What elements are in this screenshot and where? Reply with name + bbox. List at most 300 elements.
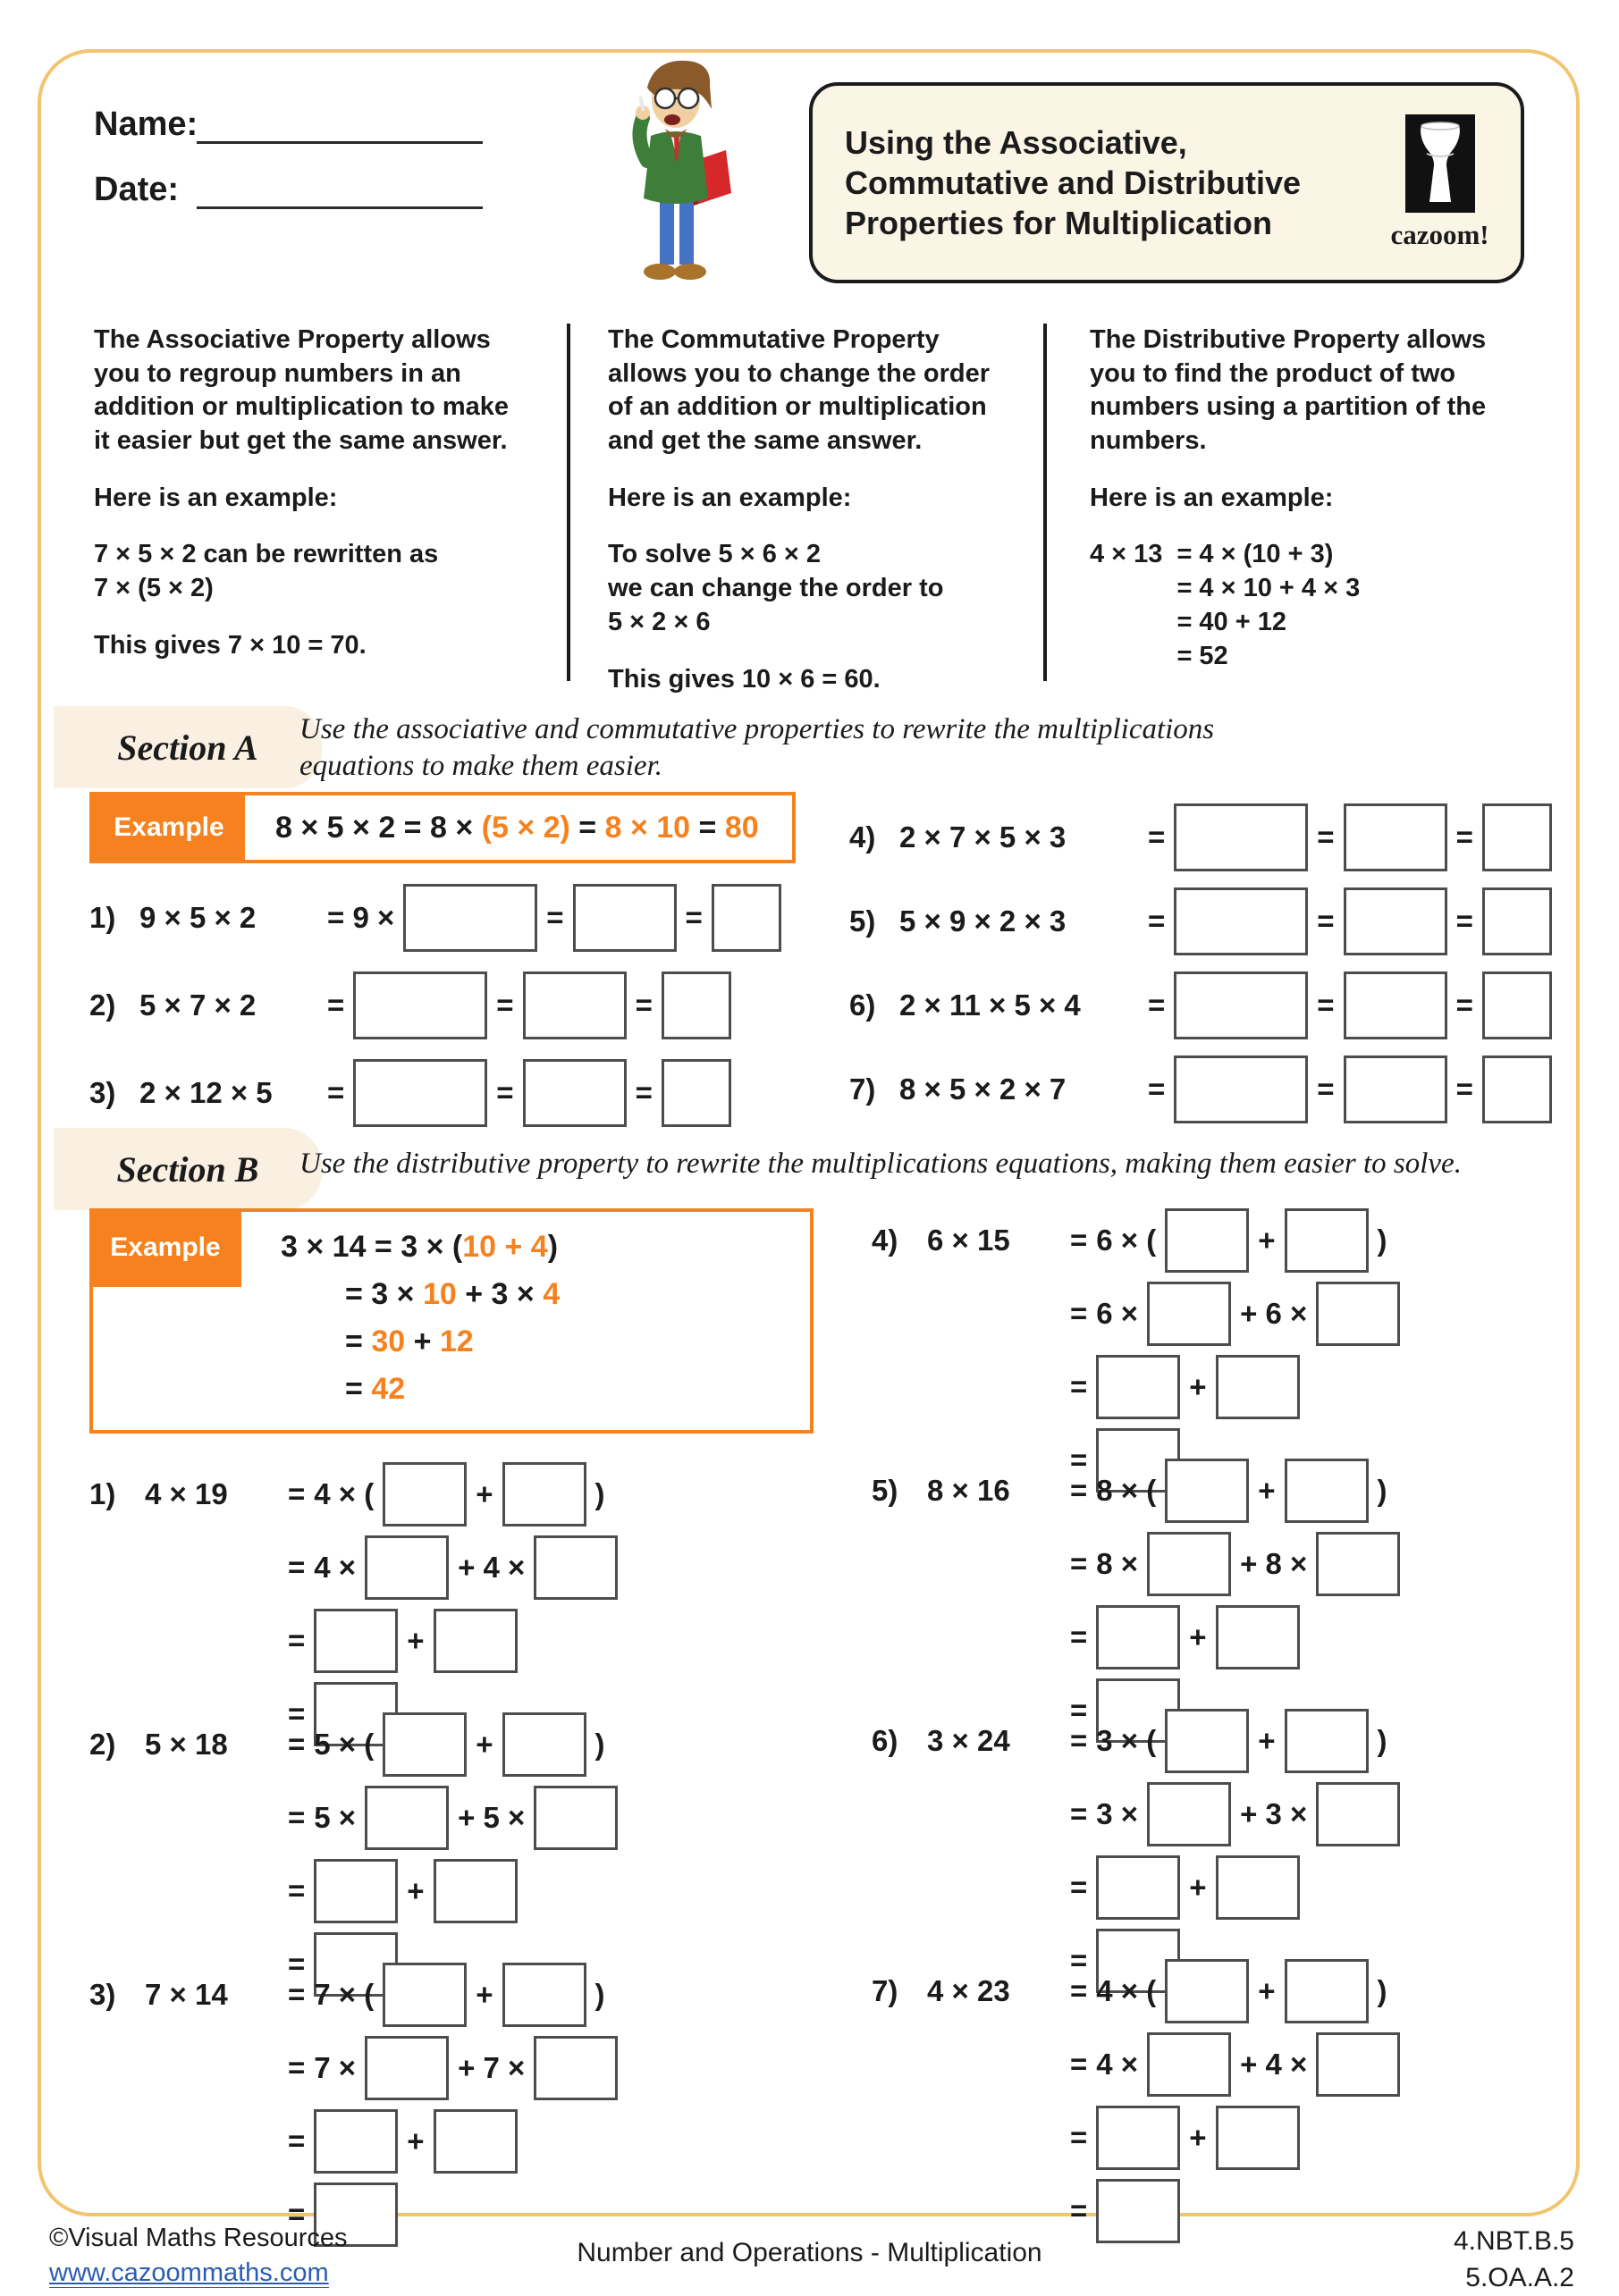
equation-part: = xyxy=(345,1325,371,1358)
equals-sign: = xyxy=(1070,1370,1087,1404)
section-b-problem-line xyxy=(1070,1532,1400,1596)
answer-box[interactable] xyxy=(534,2036,618,2100)
plus-sign: + xyxy=(1189,2121,1206,2155)
equals-sign: = xyxy=(1317,1072,1334,1106)
section-b-problem-line xyxy=(288,2109,618,2174)
answer-box[interactable] xyxy=(1147,2032,1231,2097)
answer-box[interactable] xyxy=(502,1963,586,2027)
answer-box[interactable] xyxy=(1316,1532,1400,1596)
section-b-problem-line xyxy=(1070,1282,1400,1346)
problem-expression: 5 × 9 × 2 × 3 xyxy=(899,904,1139,938)
equation-part: 80 xyxy=(725,811,759,845)
problem-expression: 2 × 12 × 5 xyxy=(139,1076,318,1110)
section-b-problems-left xyxy=(89,1462,618,2199)
plus-factor: + 8 × xyxy=(1240,1547,1307,1581)
answer-box[interactable] xyxy=(1344,1055,1447,1123)
commutative-property-column xyxy=(570,324,1047,681)
answer-box[interactable] xyxy=(1174,803,1308,871)
equals-sign: = xyxy=(288,2198,305,2232)
equation-part: + 3 × xyxy=(457,1277,543,1311)
distributive-step-3: = 40 + 12 xyxy=(1176,606,1360,640)
section-a-problem xyxy=(89,1058,781,1128)
answer-box[interactable] xyxy=(1216,1355,1300,1419)
distributive-example xyxy=(1090,538,1523,673)
commutative-intro: The Commutative Property allows you to change the order of an addition or multiplication and get the same answer. xyxy=(608,324,1006,458)
equals-sign: = xyxy=(288,1978,305,2012)
answer-box[interactable] xyxy=(1174,1055,1308,1123)
equals-sign: = xyxy=(1070,1694,1087,1728)
distributive-property-column xyxy=(1047,324,1523,681)
standard-code-1: 4.NBT.B.5 xyxy=(1454,2224,1574,2260)
answer-box[interactable] xyxy=(383,1712,467,1777)
problem-number: 7) xyxy=(849,1072,890,1106)
problem-number: 4) xyxy=(849,820,890,854)
factor: 5 × xyxy=(314,1801,356,1835)
answer-box[interactable] xyxy=(1147,1282,1231,1346)
equals-sign: = xyxy=(1148,820,1165,854)
plus-factor: + 5 × xyxy=(458,1801,525,1835)
equals-sign: = xyxy=(288,1551,305,1585)
section-b-example-tab: Example xyxy=(89,1208,241,1287)
footer-topic: Number and Operations - Multiplication xyxy=(0,2238,1619,2268)
section-b-problem-line xyxy=(1070,1355,1400,1419)
answer-box[interactable] xyxy=(1165,1959,1249,2023)
equation-part: 12 xyxy=(440,1325,474,1358)
factor: 3 × xyxy=(1096,1797,1138,1831)
section-a-problem xyxy=(849,887,1552,956)
section-a-example-tab: Example xyxy=(93,795,245,860)
commutative-example-line1: To solve 5 × 6 × 2 xyxy=(608,540,821,568)
section-b-problem-line xyxy=(288,1859,618,1923)
equals-sign: = xyxy=(1456,820,1473,854)
answer-box[interactable] xyxy=(1174,887,1308,955)
equals-sign: = xyxy=(1070,2048,1087,2082)
plus-sign: + xyxy=(1189,1370,1206,1404)
answer-box[interactable] xyxy=(1316,1782,1400,1846)
name-input-line[interactable] xyxy=(197,108,483,144)
section-a-example-box xyxy=(89,792,796,863)
answer-box[interactable] xyxy=(1285,1959,1369,2023)
problem-number: 3) xyxy=(89,1076,131,1110)
associative-example-label: Here is an example: xyxy=(94,482,529,516)
problem-expression: 6 × 15 xyxy=(927,1224,1061,1257)
equals-sign: = xyxy=(1148,1072,1165,1106)
problem-number: 4) xyxy=(872,1224,918,1257)
section-a-problem xyxy=(849,971,1552,1040)
cazoom-logo-text: cazoom! xyxy=(1382,219,1497,251)
answer-box[interactable] xyxy=(1285,1709,1369,1773)
commutative-example-line2: we can change the order to xyxy=(608,574,943,602)
problem-expression: 5 × 18 xyxy=(145,1728,279,1762)
equals-sign: = xyxy=(1456,904,1473,938)
section-b-problem-line xyxy=(872,1959,1400,2023)
equals-sign: = xyxy=(1070,1724,1087,1758)
section-b-problem-line xyxy=(872,1208,1400,1273)
section-b-instructions xyxy=(299,1146,1551,1182)
answer-box[interactable] xyxy=(1316,1282,1400,1346)
section-b-problem-line xyxy=(288,2036,618,2100)
answer-box[interactable] xyxy=(314,1609,398,1673)
close-paren: ) xyxy=(1378,1724,1387,1758)
section-a-instructions-line1: Use the associative and commutative properties to rewrite the multiplications xyxy=(299,711,1551,748)
plus-factor: + 6 × xyxy=(1240,1297,1307,1331)
cazoom-drum-icon xyxy=(1405,114,1475,213)
factor: 6 × xyxy=(1096,1297,1138,1331)
section-b-problem xyxy=(872,1709,1400,1945)
answer-box[interactable] xyxy=(534,1535,618,1600)
section-a-problems-right xyxy=(849,803,1552,1124)
equals-sign: = xyxy=(288,1801,305,1835)
factor-open-paren: 6 × ( xyxy=(1096,1224,1156,1257)
plus-sign: + xyxy=(1258,1724,1275,1758)
section-b-example-box xyxy=(89,1208,814,1434)
footer-copyright: ©Visual Maths Resources xyxy=(49,2224,348,2253)
section-b-label: Section B xyxy=(54,1128,322,1210)
equals-sign: = 9 × xyxy=(327,901,394,935)
equals-sign: = xyxy=(496,1076,513,1110)
factor: 4 × xyxy=(1096,2048,1138,2082)
equals-sign: = xyxy=(1070,1871,1087,1905)
problem-expression: 8 × 16 xyxy=(927,1474,1061,1508)
answer-box[interactable] xyxy=(1482,971,1552,1039)
problem-number: 7) xyxy=(872,1974,918,2008)
equals-sign: = xyxy=(288,2124,305,2158)
distributive-intro: The Distributive Property allows you to find the product of two numbers using a partition of the numbers. xyxy=(1090,324,1523,458)
equals-sign: = xyxy=(1317,820,1334,854)
associative-example xyxy=(94,538,529,605)
answer-box[interactable] xyxy=(403,884,537,952)
problem-number: 2) xyxy=(89,988,131,1022)
commutative-example-line3: 5 × 2 × 6 xyxy=(608,608,711,636)
answer-box[interactable] xyxy=(502,1462,586,1526)
equals-sign: = xyxy=(1456,988,1473,1022)
equals-sign: = xyxy=(496,988,513,1022)
section-a-problem xyxy=(849,803,1552,872)
factor-open-paren: 5 × ( xyxy=(314,1728,374,1762)
plus-factor: + 4 × xyxy=(458,1551,525,1585)
answer-box[interactable] xyxy=(1216,1855,1300,1920)
plus-sign: + xyxy=(1258,1474,1275,1508)
section-a-example-equation xyxy=(245,795,759,860)
section-b-problem xyxy=(89,1712,618,1948)
answer-box[interactable] xyxy=(534,1786,618,1850)
answer-box[interactable] xyxy=(1344,887,1447,955)
plus-sign: + xyxy=(1258,1224,1275,1257)
equals-sign: = xyxy=(1148,988,1165,1022)
equals-sign: = xyxy=(1317,904,1334,938)
problem-number: 6) xyxy=(872,1724,918,1758)
problem-number: 6) xyxy=(849,988,890,1022)
section-b-problem-line xyxy=(1070,2032,1400,2097)
equals-sign: = xyxy=(327,1076,344,1110)
answer-box[interactable] xyxy=(1096,1355,1180,1419)
problem-expression: 2 × 11 × 5 × 4 xyxy=(899,988,1139,1022)
answer-box[interactable] xyxy=(365,2036,449,2100)
distributive-example-head: 4 × 13 xyxy=(1090,538,1162,673)
section-b-example-line xyxy=(93,1372,810,1407)
equals-sign: = xyxy=(288,1947,305,1981)
answer-box[interactable] xyxy=(502,1712,586,1777)
cazoom-logo xyxy=(1382,114,1497,251)
plus-sign: + xyxy=(476,1728,493,1762)
equals-sign: = xyxy=(546,901,563,935)
equation-part: 8 × 10 xyxy=(605,811,690,845)
plus-sign: + xyxy=(1189,1871,1206,1905)
equals-sign: = xyxy=(327,988,344,1022)
property-explanations xyxy=(94,324,1524,681)
section-a-problem xyxy=(89,883,781,953)
section-b-problem-line xyxy=(1070,2106,1400,2170)
equals-sign: = xyxy=(1070,1474,1087,1508)
answer-box[interactable] xyxy=(1482,1055,1552,1123)
equals-sign: = xyxy=(288,1697,305,1731)
equals-sign: = xyxy=(1070,2121,1087,2155)
answer-box[interactable] xyxy=(1096,1855,1180,1920)
equation-part: ) xyxy=(548,1230,558,1264)
equals-sign: = xyxy=(1070,1443,1087,1477)
equation-part: (5 × 2) xyxy=(482,811,570,845)
answer-box[interactable] xyxy=(712,884,781,952)
factor-open-paren: 3 × ( xyxy=(1096,1724,1156,1758)
equation-part: 10 xyxy=(423,1277,457,1311)
problem-expression: 7 × 14 xyxy=(145,1978,279,2012)
footer xyxy=(0,2224,1619,2288)
equals-sign: = xyxy=(636,1076,653,1110)
section-b-problem xyxy=(89,1462,618,1698)
equals-sign: = xyxy=(1456,1072,1473,1106)
equals-sign: = xyxy=(1070,1797,1087,1831)
answer-box[interactable] xyxy=(573,884,677,952)
section-b-instructions-line1: Use the distributive property to rewrite the multiplications equations, making them easier to solve. xyxy=(299,1146,1551,1182)
problem-number: 1) xyxy=(89,1477,136,1511)
equals-sign: = xyxy=(1070,1547,1087,1581)
problem-number: 5) xyxy=(872,1474,918,1508)
section-b-problem-line xyxy=(1070,1605,1400,1669)
factor-open-paren: 4 × ( xyxy=(314,1477,374,1511)
equation-part: 3 × 14 = 3 × ( xyxy=(281,1230,462,1264)
equation-part: = xyxy=(345,1372,371,1406)
title-line-2: Commutative and Distributive xyxy=(845,163,1377,203)
date-label: Date: xyxy=(94,171,197,209)
problem-expression: 4 × 19 xyxy=(145,1477,279,1511)
commutative-result: This gives 10 × 6 = 60. xyxy=(608,663,1006,697)
section-b-problem xyxy=(89,1963,618,2199)
associative-example-line2: 7 × (5 × 2) xyxy=(94,574,214,602)
equals-sign: = xyxy=(1317,988,1334,1022)
section-a-problem xyxy=(89,971,781,1040)
answer-box[interactable] xyxy=(434,1609,518,1673)
section-a-label: Section A xyxy=(54,706,322,788)
distributive-step-4: = 52 xyxy=(1176,640,1360,674)
section-b-problem xyxy=(872,1959,1400,2195)
teacher-illustration-svg xyxy=(601,54,748,288)
equals-sign: = xyxy=(1148,904,1165,938)
equals-sign: = xyxy=(1070,1944,1087,1978)
footer-standards xyxy=(1454,2224,1574,2296)
section-b-problem-line xyxy=(89,1963,618,2027)
problem-expression: 4 × 23 xyxy=(927,1974,1061,2008)
close-paren: ) xyxy=(595,1978,605,2012)
equals-sign: = xyxy=(1070,1224,1087,1257)
plus-sign: + xyxy=(476,1978,493,2012)
answer-box[interactable] xyxy=(1285,1208,1369,1273)
answer-box[interactable] xyxy=(1096,2106,1180,2170)
equals-sign: = xyxy=(288,2051,305,2085)
factor: 7 × xyxy=(314,2051,356,2085)
distributive-step-1: = 4 × (10 + 3) xyxy=(1176,538,1360,572)
distributive-example-label: Here is an example: xyxy=(1090,482,1523,516)
problem-number: 5) xyxy=(849,904,890,938)
plus-sign: + xyxy=(407,1874,424,1908)
problem-expression: 2 × 7 × 5 × 3 xyxy=(899,820,1139,854)
equation-part: = xyxy=(570,811,605,845)
answer-box[interactable] xyxy=(314,2109,398,2174)
problem-expression: 8 × 5 × 2 × 7 xyxy=(899,1072,1139,1106)
plus-factor: + 3 × xyxy=(1240,1797,1307,1831)
problem-number: 2) xyxy=(89,1728,136,1762)
section-b-problem-line xyxy=(872,1709,1400,1773)
plus-sign: + xyxy=(476,1477,493,1511)
answer-box[interactable] xyxy=(1482,887,1552,955)
factor-open-paren: 4 × ( xyxy=(1096,1974,1156,2008)
answer-box[interactable] xyxy=(1285,1459,1369,1523)
answer-box[interactable] xyxy=(353,1059,487,1127)
associative-example-line1: 7 × 5 × 2 can be rewritten as xyxy=(94,540,438,568)
title-line-1: Using the Associative, xyxy=(845,122,1377,163)
factor-open-paren: 7 × ( xyxy=(314,1978,374,2012)
answer-box[interactable] xyxy=(365,1535,449,1600)
section-b-problem-line xyxy=(288,1609,618,1673)
plus-sign: + xyxy=(1258,1974,1275,2008)
answer-box[interactable] xyxy=(523,971,627,1039)
standard-code-2: 5.OA.A.2 xyxy=(1454,2260,1574,2296)
answer-box[interactable] xyxy=(1165,1208,1249,1273)
close-paren: ) xyxy=(1378,1974,1387,2008)
section-b-problems-right xyxy=(872,1208,1400,2195)
answer-box[interactable] xyxy=(1147,1532,1231,1596)
section-b-problem-line xyxy=(89,1712,618,1777)
answer-box[interactable] xyxy=(1147,1782,1231,1846)
answer-box[interactable] xyxy=(1165,1459,1249,1523)
answer-box[interactable] xyxy=(353,971,487,1039)
answer-box[interactable] xyxy=(1216,2106,1300,2170)
equation-part: 30 xyxy=(371,1325,405,1358)
answer-box[interactable] xyxy=(1344,971,1447,1039)
worksheet-title-box xyxy=(809,82,1524,283)
equals-sign: = xyxy=(288,1728,305,1762)
answer-box[interactable] xyxy=(314,1859,398,1923)
problem-expression: 3 × 24 xyxy=(927,1724,1061,1758)
answer-box[interactable] xyxy=(1482,803,1552,871)
answer-box[interactable] xyxy=(1216,1605,1300,1669)
date-input-line[interactable] xyxy=(197,173,483,209)
answer-box[interactable] xyxy=(662,1059,731,1127)
name-label: Name: xyxy=(94,105,197,144)
section-a-problem xyxy=(849,1055,1552,1124)
answer-box[interactable] xyxy=(1096,1605,1180,1669)
answer-box[interactable] xyxy=(434,1859,518,1923)
associative-result: This gives 7 × 10 = 70. xyxy=(94,629,529,663)
section-b-problem-line xyxy=(89,1462,618,1526)
equals-sign: = xyxy=(1070,1620,1087,1654)
distributive-example-steps xyxy=(1176,538,1360,673)
close-paren: ) xyxy=(1378,1474,1387,1508)
section-b-problem-line xyxy=(1070,1782,1400,1846)
equation-part: 10 + 4 xyxy=(462,1230,547,1264)
associative-intro: The Associative Property allows you to regroup numbers in an addition or multiplication to make it easier but get the same answer. xyxy=(94,324,529,458)
footer-website-link[interactable]: www.cazoommaths.com xyxy=(49,2258,329,2288)
title-line-3: Properties for Multiplication xyxy=(845,203,1377,243)
answer-box[interactable] xyxy=(662,971,731,1039)
answer-box[interactable] xyxy=(1344,803,1447,871)
equals-sign: = xyxy=(1070,1974,1087,2008)
problem-number: 3) xyxy=(89,1978,136,2012)
answer-box[interactable] xyxy=(365,1786,449,1850)
equals-sign: = xyxy=(636,988,653,1022)
answer-box[interactable] xyxy=(383,1963,467,2027)
section-b-problem xyxy=(872,1459,1400,1695)
answer-box[interactable] xyxy=(523,1059,627,1127)
plus-factor: + 4 × xyxy=(1240,2048,1307,2082)
factor: 8 × xyxy=(1096,1547,1138,1581)
factor: 4 × xyxy=(314,1551,356,1585)
section-a-problems-left xyxy=(89,883,781,1128)
close-paren: ) xyxy=(1378,1224,1387,1257)
equation-part: = xyxy=(690,811,725,845)
commutative-example xyxy=(608,538,1006,639)
associative-property-column xyxy=(94,324,570,681)
section-b-problem-line xyxy=(1070,1855,1400,1920)
equals-sign: = xyxy=(288,1477,305,1511)
worksheet-title xyxy=(845,122,1377,243)
equals-sign: = xyxy=(1070,1297,1087,1331)
close-paren: ) xyxy=(595,1728,605,1762)
answer-box[interactable] xyxy=(383,1462,467,1526)
close-paren: ) xyxy=(595,1477,605,1511)
section-a-instructions xyxy=(299,711,1551,786)
answer-box[interactable] xyxy=(1174,971,1308,1039)
plus-sign: + xyxy=(407,1624,424,1658)
name-date-block xyxy=(94,105,483,236)
equation-part: = 3 × xyxy=(345,1277,423,1311)
teacher-cartoon-illustration xyxy=(601,54,748,292)
section-b-problem-line xyxy=(288,1535,618,1600)
equals-sign: = xyxy=(1070,2194,1087,2228)
answer-box[interactable] xyxy=(434,2109,518,2174)
equation-part: 8 × 5 × 2 = 8 × xyxy=(275,811,482,845)
section-b-problem xyxy=(872,1208,1400,1444)
answer-box[interactable] xyxy=(1316,2032,1400,2097)
equals-sign: = xyxy=(686,901,703,935)
equals-sign: = xyxy=(288,1624,305,1658)
plus-sign: + xyxy=(407,2124,424,2158)
section-b-problem-line xyxy=(288,1786,618,1850)
plus-factor: + 7 × xyxy=(458,2051,525,2085)
equation-part: 4 xyxy=(543,1277,560,1311)
equation-part: + xyxy=(405,1325,440,1358)
problem-expression: 9 × 5 × 2 xyxy=(139,901,318,935)
commutative-example-label: Here is an example: xyxy=(608,482,1006,516)
distributive-step-2: = 4 × 10 + 4 × 3 xyxy=(1176,572,1360,606)
answer-box[interactable] xyxy=(1165,1709,1249,1773)
problem-expression: 5 × 7 × 2 xyxy=(139,988,318,1022)
problem-number: 1) xyxy=(89,901,131,935)
section-b-problem-line xyxy=(872,1459,1400,1523)
plus-sign: + xyxy=(1189,1620,1206,1654)
equation-part: 42 xyxy=(371,1372,405,1406)
section-b-example-line xyxy=(93,1325,810,1359)
equals-sign: = xyxy=(288,1874,305,1908)
